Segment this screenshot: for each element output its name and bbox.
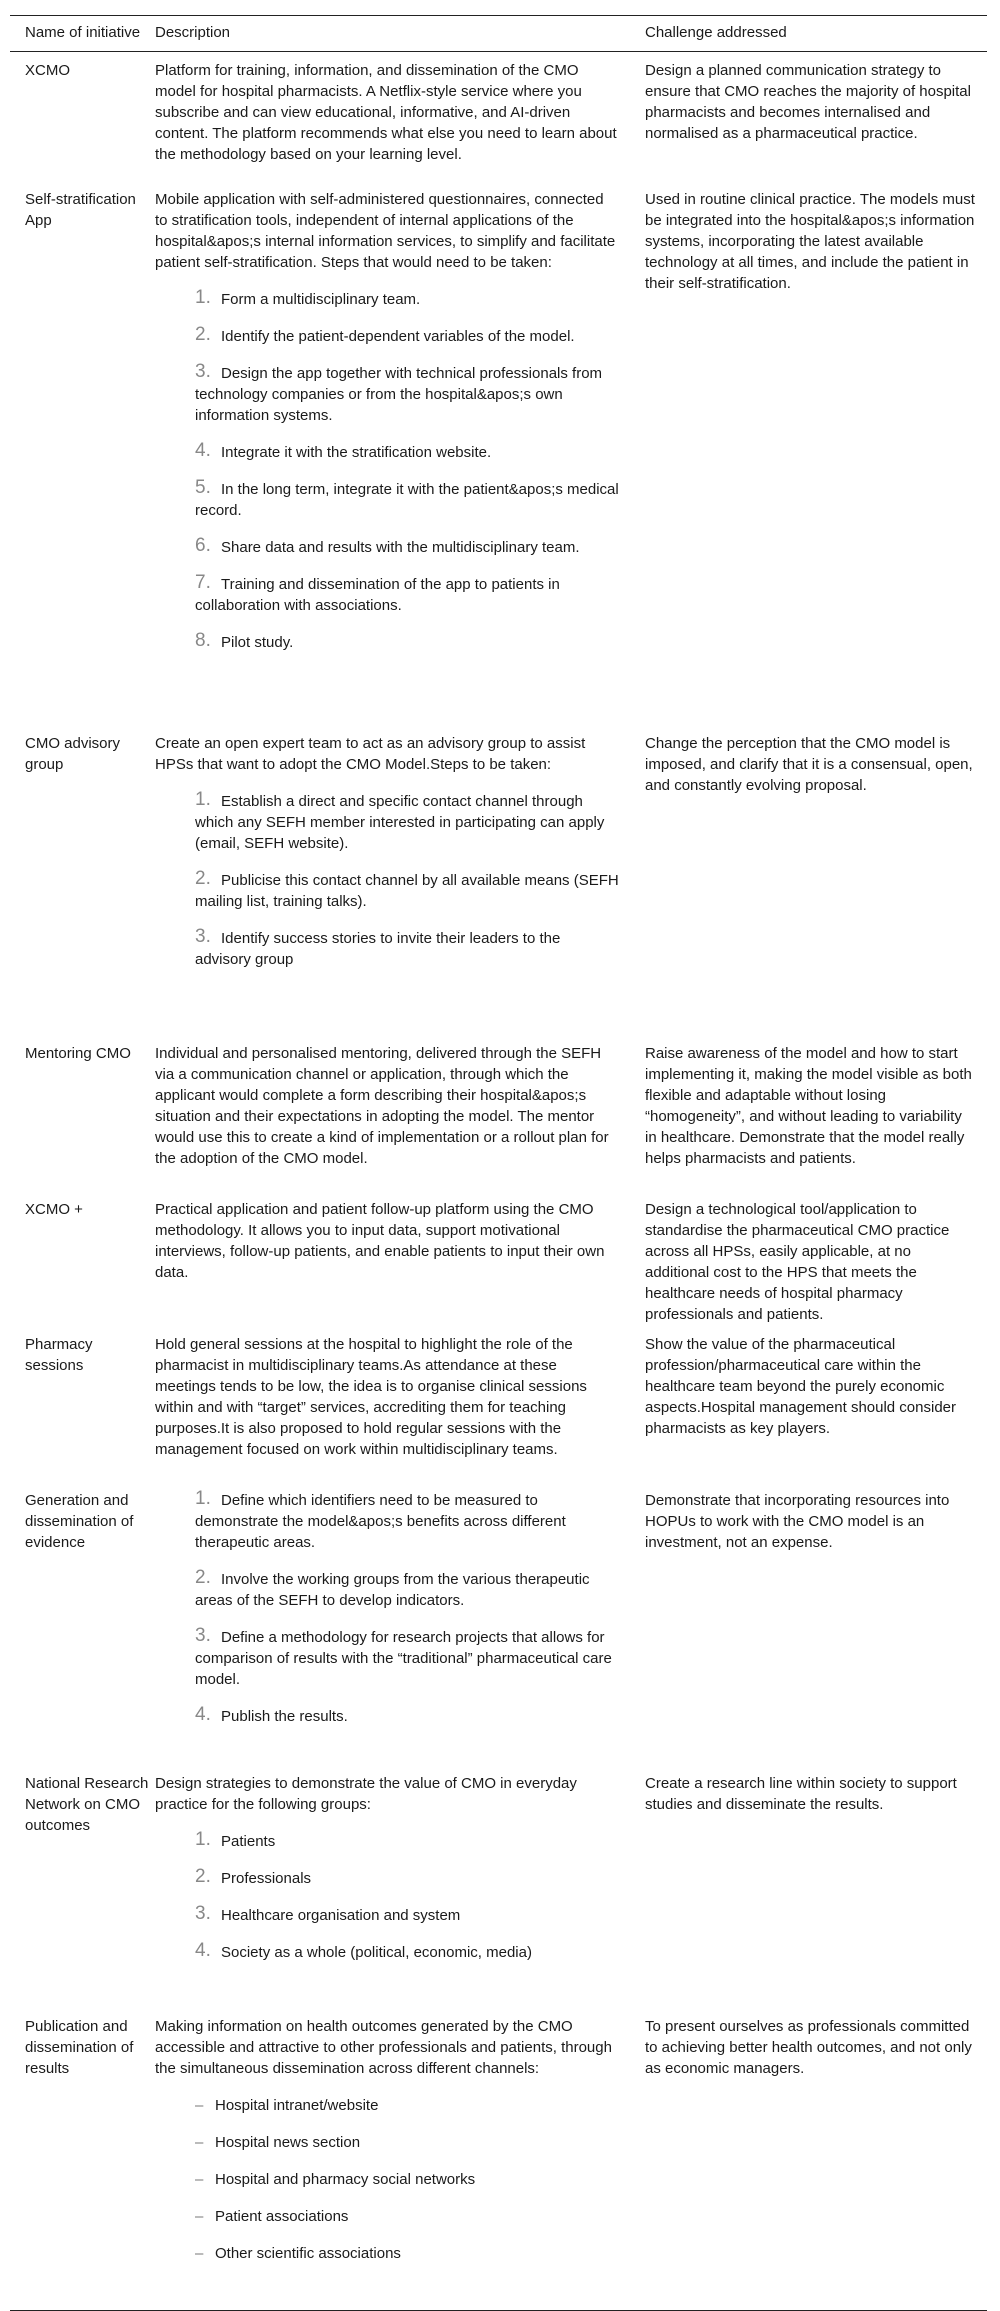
initiative-name: Self-stratification App xyxy=(25,191,136,229)
initiative-description: Create an open expert team to act as an advisory group to assist HPSs that want to adopt the CMO Model.Steps to be taken: xyxy=(155,735,586,773)
list-text: Design the app together with technical professionals from technology companies or from the hospital&apos;s own information systems. xyxy=(195,365,603,424)
list-item xyxy=(155,2095,620,2116)
list-text: Share data and results with the multidisciplinary team. xyxy=(221,539,580,556)
list-number: 2. xyxy=(195,1866,211,1887)
list-item xyxy=(155,1831,620,1852)
list-text: Training and dissemination of the app to patients in collaboration with associations. xyxy=(195,576,560,614)
list-number: 1. xyxy=(195,1488,211,1509)
list-text: Identify the patient-dependent variables of the model. xyxy=(221,328,575,345)
list-text: Involve the working groups from the various therapeutic areas of the SEFH to develop indicators. xyxy=(195,1571,590,1609)
dash-marker: – xyxy=(195,2097,204,2114)
table-row xyxy=(10,1326,987,1482)
list-text: Patients xyxy=(221,1833,276,1850)
list-number: 4. xyxy=(195,440,211,461)
list-item xyxy=(155,326,620,347)
initiative-description-cell xyxy=(150,1490,640,1765)
list-item xyxy=(155,632,620,653)
initiative-description: Mobile application with self-administered questionnaires, connected to stratification tools, independent of internal applications of the hospital&apos;s internal information services, to simplify and facilitate patient self-stratification. Steps that would need to be taken: xyxy=(155,191,616,271)
list-text: Publish the results. xyxy=(221,1708,348,1725)
list-text: In the long term, integrate it with the patient&apos;s medical record. xyxy=(195,481,619,519)
list-text: Establish a direct and specific contact channel through which any SEFH member interested in participating can apply (email, SEFH website). xyxy=(195,793,605,852)
list-item xyxy=(155,574,620,616)
table-row xyxy=(10,1191,987,1326)
list-item xyxy=(155,2169,620,2190)
list-item xyxy=(155,1490,620,1553)
initiative-name: XCMO xyxy=(25,62,70,79)
table-row xyxy=(10,1482,987,1765)
initiative-description: Platform for training, information, and dissemination of the CMO model for hospital pharmacists. A Netflix-style service where you subscribe and can view educational, informative, and AI-driven content. The platform recommends what else you need to learn about the methodology based on your learning level. xyxy=(155,62,617,163)
list-number: 6. xyxy=(195,535,211,556)
initiative-description-cell xyxy=(150,189,640,725)
dash-marker: – xyxy=(195,2208,204,2225)
steps-list xyxy=(155,1490,620,1727)
initiative-challenge: Create a research line within society to support studies and disseminate the results. xyxy=(645,1775,957,1813)
initiatives-table xyxy=(10,15,987,2311)
list-item xyxy=(155,442,620,463)
list-item xyxy=(155,1905,620,1926)
initiative-challenge: To present ourselves as professionals committed to achieving better health outcomes, and not only as economic managers. xyxy=(645,2018,972,2077)
initiative-description-cell xyxy=(150,1773,640,2008)
header-challenge: Challenge addressed xyxy=(645,24,787,41)
table-row xyxy=(10,1035,987,1191)
steps-list xyxy=(155,791,620,970)
list-number: 1. xyxy=(195,287,211,308)
list-text: Pilot study. xyxy=(221,634,294,651)
list-text: Define which identifiers need to be measured to demonstrate the model&apos;s benefits across different therapeutic areas. xyxy=(195,1492,566,1551)
list-item xyxy=(155,479,620,521)
list-number: 2. xyxy=(195,1567,211,1588)
initiative-description: Practical application and patient follow-up platform using the CMO methodology. It allows you to input data, support motivational interviews, follow-up patients, and enable patients to input their own data. xyxy=(155,1201,605,1281)
list-item xyxy=(155,363,620,426)
list-item xyxy=(155,928,620,970)
steps-list xyxy=(155,1831,620,1963)
table-row xyxy=(10,181,987,725)
list-item xyxy=(155,2132,620,2153)
list-text: Integrate it with the stratification website. xyxy=(221,444,492,461)
list-item xyxy=(155,791,620,854)
steps-list xyxy=(155,289,620,653)
channels-list xyxy=(155,2095,620,2264)
list-item xyxy=(155,1706,620,1727)
list-text: Other scientific associations xyxy=(215,2245,401,2262)
list-item xyxy=(155,289,620,310)
table-row xyxy=(10,52,987,181)
initiative-description: Individual and personalised mentoring, delivered through the SEFH via a communication channel or application, through which the applicant would complete a form describing their hospital&apos;s situation and their expectations in adopting the model. The mentor would use this to create a kind of implementation or a rollout plan for the adoption of the CMO model. xyxy=(155,1045,609,1167)
list-number: 3. xyxy=(195,1903,211,1924)
list-item xyxy=(155,1627,620,1690)
list-text: Patient associations xyxy=(215,2208,349,2225)
list-number: 4. xyxy=(195,1940,211,1961)
initiative-description-cell xyxy=(150,60,640,181)
list-text: Define a methodology for research projects that allows for comparison of results with the “traditional” pharmaceutical care model. xyxy=(195,1629,612,1688)
list-item xyxy=(155,1569,620,1611)
table-row xyxy=(10,2008,987,2306)
initiative-name: National Research Network on CMO outcomes xyxy=(25,1775,149,1834)
list-text: Healthcare organisation and system xyxy=(221,1907,461,1924)
dash-marker: – xyxy=(195,2134,204,2151)
list-number: 2. xyxy=(195,868,211,889)
list-number: 5. xyxy=(195,477,211,498)
initiative-description-cell xyxy=(150,2016,640,2306)
table-row xyxy=(10,1765,987,2008)
initiative-description-cell xyxy=(150,1043,640,1191)
initiative-description: Design strategies to demonstrate the value of CMO in everyday practice for the following groups: xyxy=(155,1775,577,1813)
list-number: 3. xyxy=(195,1625,211,1646)
initiative-description-cell xyxy=(150,1334,640,1482)
list-item xyxy=(155,2206,620,2227)
initiative-challenge: Raise awareness of the model and how to start implementing it, making the model visible as both flexible and adaptable without losing “homogeneity”, and without leading to variability in healthcare. Demonstrate that the model really helps pharmacists and patients. xyxy=(645,1045,972,1167)
list-item xyxy=(155,1942,620,1963)
initiative-description-cell xyxy=(150,733,640,1035)
list-number: 3. xyxy=(195,926,211,947)
table-header-row xyxy=(10,16,987,52)
list-text: Hospital news section xyxy=(215,2134,361,2151)
list-text: Professionals xyxy=(221,1870,312,1887)
list-text: Publicise this contact channel by all available means (SEFH mailing list, training talks). xyxy=(195,872,619,910)
list-number: 7. xyxy=(195,572,211,593)
list-item xyxy=(155,1868,620,1889)
list-number: 2. xyxy=(195,324,211,345)
initiative-name: Mentoring CMO xyxy=(25,1045,131,1062)
list-item xyxy=(155,537,620,558)
initiative-name: CMO advisory group xyxy=(25,735,121,773)
initiative-description-cell xyxy=(150,1199,640,1326)
initiative-challenge: Used in routine clinical practice. The models must be integrated into the hospital&apos;s information systems, incorporating the latest available technology at all times, and include the patient in their self-stratification. xyxy=(645,191,975,292)
table-row xyxy=(10,725,987,1035)
list-text: Hospital intranet/website xyxy=(215,2097,379,2114)
initiative-description: Making information on health outcomes generated by the CMO accessible and attractive to other professionals and patients, through the simultaneous dissemination across different channels: xyxy=(155,2018,612,2077)
initiative-description: Hold general sessions at the hospital to highlight the role of the pharmacist in multidisciplinary teams.As attendance at these meetings tends to be low, the idea is to organise clinical sessions within and with “target” services, accrediting them for teaching purposes.It is also proposed to hold regular sessions with the management focused on work within multidisciplinary teams. xyxy=(155,1336,587,1458)
list-text: Identify success stories to invite their leaders to the advisory group xyxy=(195,930,561,968)
dash-marker: – xyxy=(195,2245,204,2262)
list-number: 3. xyxy=(195,361,211,382)
list-number: 1. xyxy=(195,789,211,810)
list-item xyxy=(155,870,620,912)
header-initiative: Name of initiative xyxy=(25,24,141,41)
initiative-challenge: Change the perception that the CMO model is imposed, and clarify that it is a consensual, open, and constantly evolving proposal. xyxy=(645,735,973,794)
header-description: Description xyxy=(155,24,231,41)
initiative-challenge: Demonstrate that incorporating resources into HOPUs to work with the CMO model is an investment, not an expense. xyxy=(645,1492,950,1551)
list-item xyxy=(155,2243,620,2264)
initiative-name: Generation and dissemination of evidence xyxy=(25,1492,134,1551)
dash-marker: – xyxy=(195,2171,204,2188)
list-number: 8. xyxy=(195,630,211,651)
list-number: 1. xyxy=(195,1829,211,1850)
initiative-name: XCMO + xyxy=(25,1201,83,1218)
list-number: 4. xyxy=(195,1704,211,1725)
initiative-challenge: Design a technological tool/application to standardise the pharmaceutical CMO practice across all HPSs, easily applicable, at no additional cost to the HPS that meets the healthcare needs of hospital pharmacy professionals and patients. xyxy=(645,1201,950,1323)
initiative-name: Publication and dissemination of results xyxy=(25,2018,134,2077)
initiative-challenge: Design a planned communication strategy to ensure that CMO reaches the majority of hospital pharmacists and becomes internalised and normalised as a pharmaceutical practice. xyxy=(645,62,971,142)
initiative-name: Pharmacy sessions xyxy=(25,1336,93,1374)
list-text: Hospital and pharmacy social networks xyxy=(215,2171,476,2188)
list-text: Society as a whole (political, economic, media) xyxy=(221,1944,532,1961)
initiative-challenge: Show the value of the pharmaceutical profession/pharmaceutical care within the healthcare team beyond the purely economic aspects.Hospital management should consider pharmacists as key players. xyxy=(645,1336,957,1437)
list-text: Form a multidisciplinary team. xyxy=(221,291,421,308)
